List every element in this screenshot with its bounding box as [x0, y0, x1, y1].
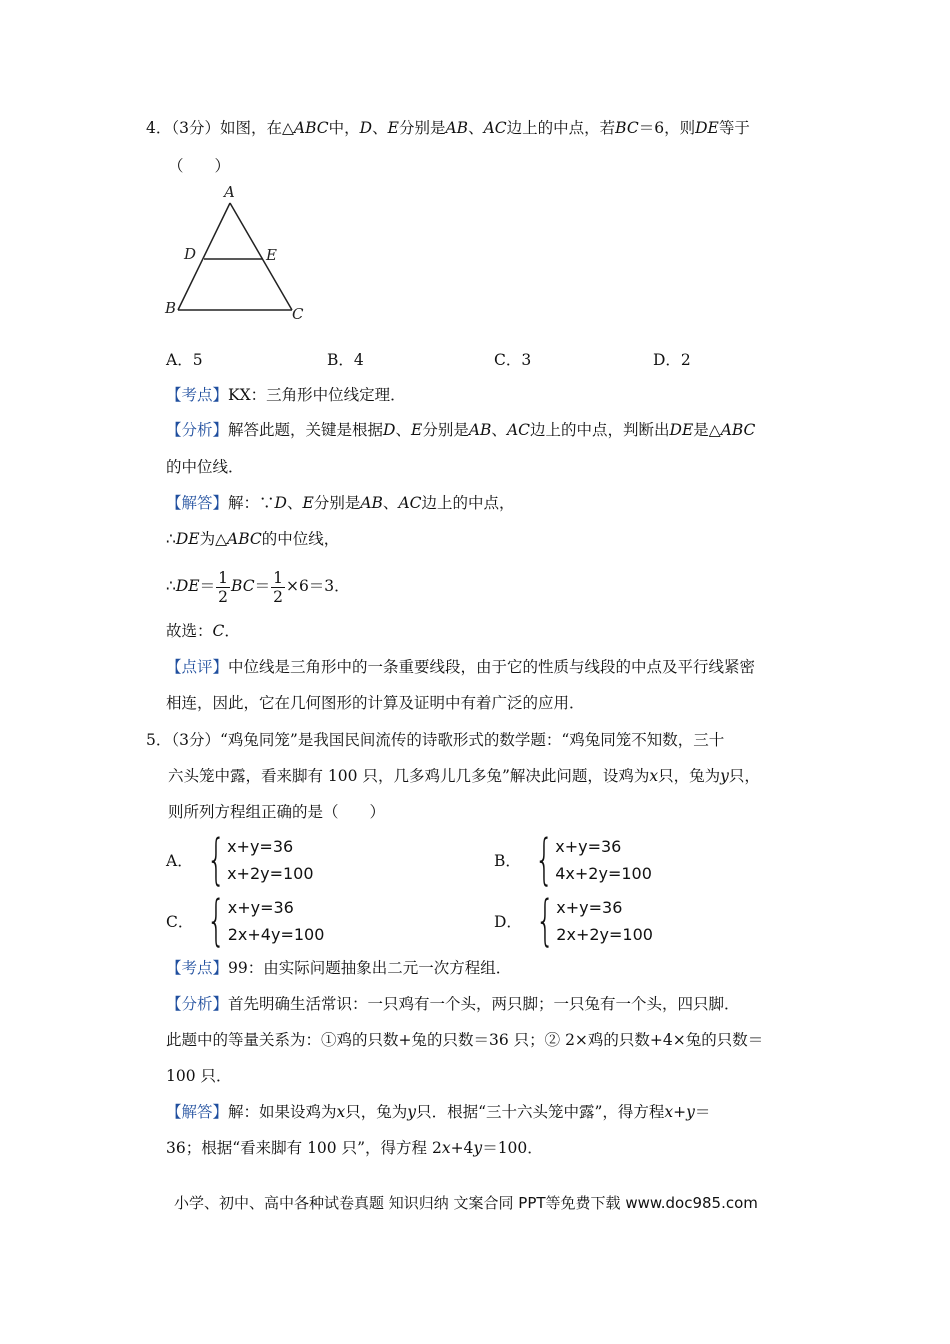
- q5-fenxi-line3: 100 只．: [166, 1067, 232, 1085]
- side-ac: [230, 203, 292, 310]
- q5-option-c: C． { x+y=36 2x+4y=100: [166, 889, 325, 952]
- label-d: D: [184, 245, 197, 263]
- q4-fenxi-cont: 的中位线．: [166, 458, 244, 476]
- fraction-half-1: $\frac{1}{2}$: [218, 568, 229, 606]
- q5-option-a: A． { x+y=36 x+2y=100: [166, 828, 314, 891]
- q4-kaodian: 【考点】KX：三角形中位线定理．: [166, 386, 406, 404]
- q5-option-b: B． { x+y=36 4x+2y=100: [494, 828, 652, 891]
- label-c: C: [292, 305, 304, 323]
- q5-kaodian: 【考点】99：由实际问题抽象出二元一次方程组．: [166, 959, 512, 977]
- label-a: A: [224, 183, 235, 201]
- q5-stem-line1: 5．（3分）“鸡兔同笼”是我国民间流传的诗歌形式的数学题：“鸡兔同笼不知数，三十: [146, 731, 725, 749]
- label-e: E: [266, 246, 277, 264]
- q4-fenxi: 【分析】解答此题，关键是根据D、E分别是AB、AC边上的中点，判断出DE是△ABC: [166, 421, 756, 439]
- q4-dianping: 【点评】中位线是三角形中的一条重要线段，由于它的性质与线段的中点及平行线紧密: [166, 658, 756, 676]
- q4-guxuan: 故选：C．: [166, 622, 240, 640]
- q4-option-c: C．3: [494, 351, 532, 369]
- q4-dianping-cont: 相连，因此，它在几何图形的计算及证明中有着广泛的应用．: [166, 694, 585, 712]
- q5-fenxi-line2: 此题中的等量关系为：①鸡的只数+兔的只数＝36 只；② 2×鸡的只数+4×兔的只数＝: [166, 1031, 764, 1049]
- q4-option-d: D．2: [653, 351, 691, 369]
- triangle-figure: [160, 180, 310, 325]
- q4-jieda-line2: ∴DE为△ABC的中位线，: [166, 530, 340, 548]
- q4-jieda-line3: ∴DE＝ $\frac{1}{2}$ BC＝ $\frac{1}{2}$ ×6＝3．: [166, 568, 350, 606]
- q4-option-a: A．5: [166, 351, 203, 369]
- q5-jieda: 【解答】解：如果设鸡为x只，兔为y只．根据“三十六头笼中露”，得方程x+y＝: [166, 1103, 711, 1121]
- fraction-half-2: $\frac{1}{2}$: [273, 568, 283, 606]
- page-footer: 小学、初中、高中各种试卷真题 知识归纳 文案合同 PPT等免费下载 www.doc985.com: [174, 1194, 758, 1212]
- q4-jieda: 【解答】解：∵D、E分别是AB、AC边上的中点，: [166, 494, 515, 512]
- q4-answer-paren: （ ）: [168, 157, 231, 175]
- q4-stem: 4．（3分）如图，在△ABC中，D、E分别是AB、AC边上的中点，若BC＝6，则DE等于: [146, 119, 750, 137]
- q5-fenxi: 【分析】首先明确生活常识：一只鸡有一个头，两只脚；一只兔有一个头，四只脚．: [166, 995, 740, 1013]
- label-b: B: [165, 299, 177, 317]
- q5-option-d: D． { x+y=36 2x+2y=100: [494, 889, 653, 952]
- q4-option-b: B．4: [327, 351, 364, 369]
- q5-stem-line2: 六头笼中露，看来脚有 100 只，几多鸡儿几多兔”解决此问题，设鸡为x只，兔为y只，: [168, 767, 760, 785]
- q5-jieda-line2: 36；根据“看来脚有 100 只”，得方程 2x+4y＝100．: [166, 1139, 543, 1157]
- q5-stem-line3: 则所列方程组正确的是（ ）: [168, 803, 386, 821]
